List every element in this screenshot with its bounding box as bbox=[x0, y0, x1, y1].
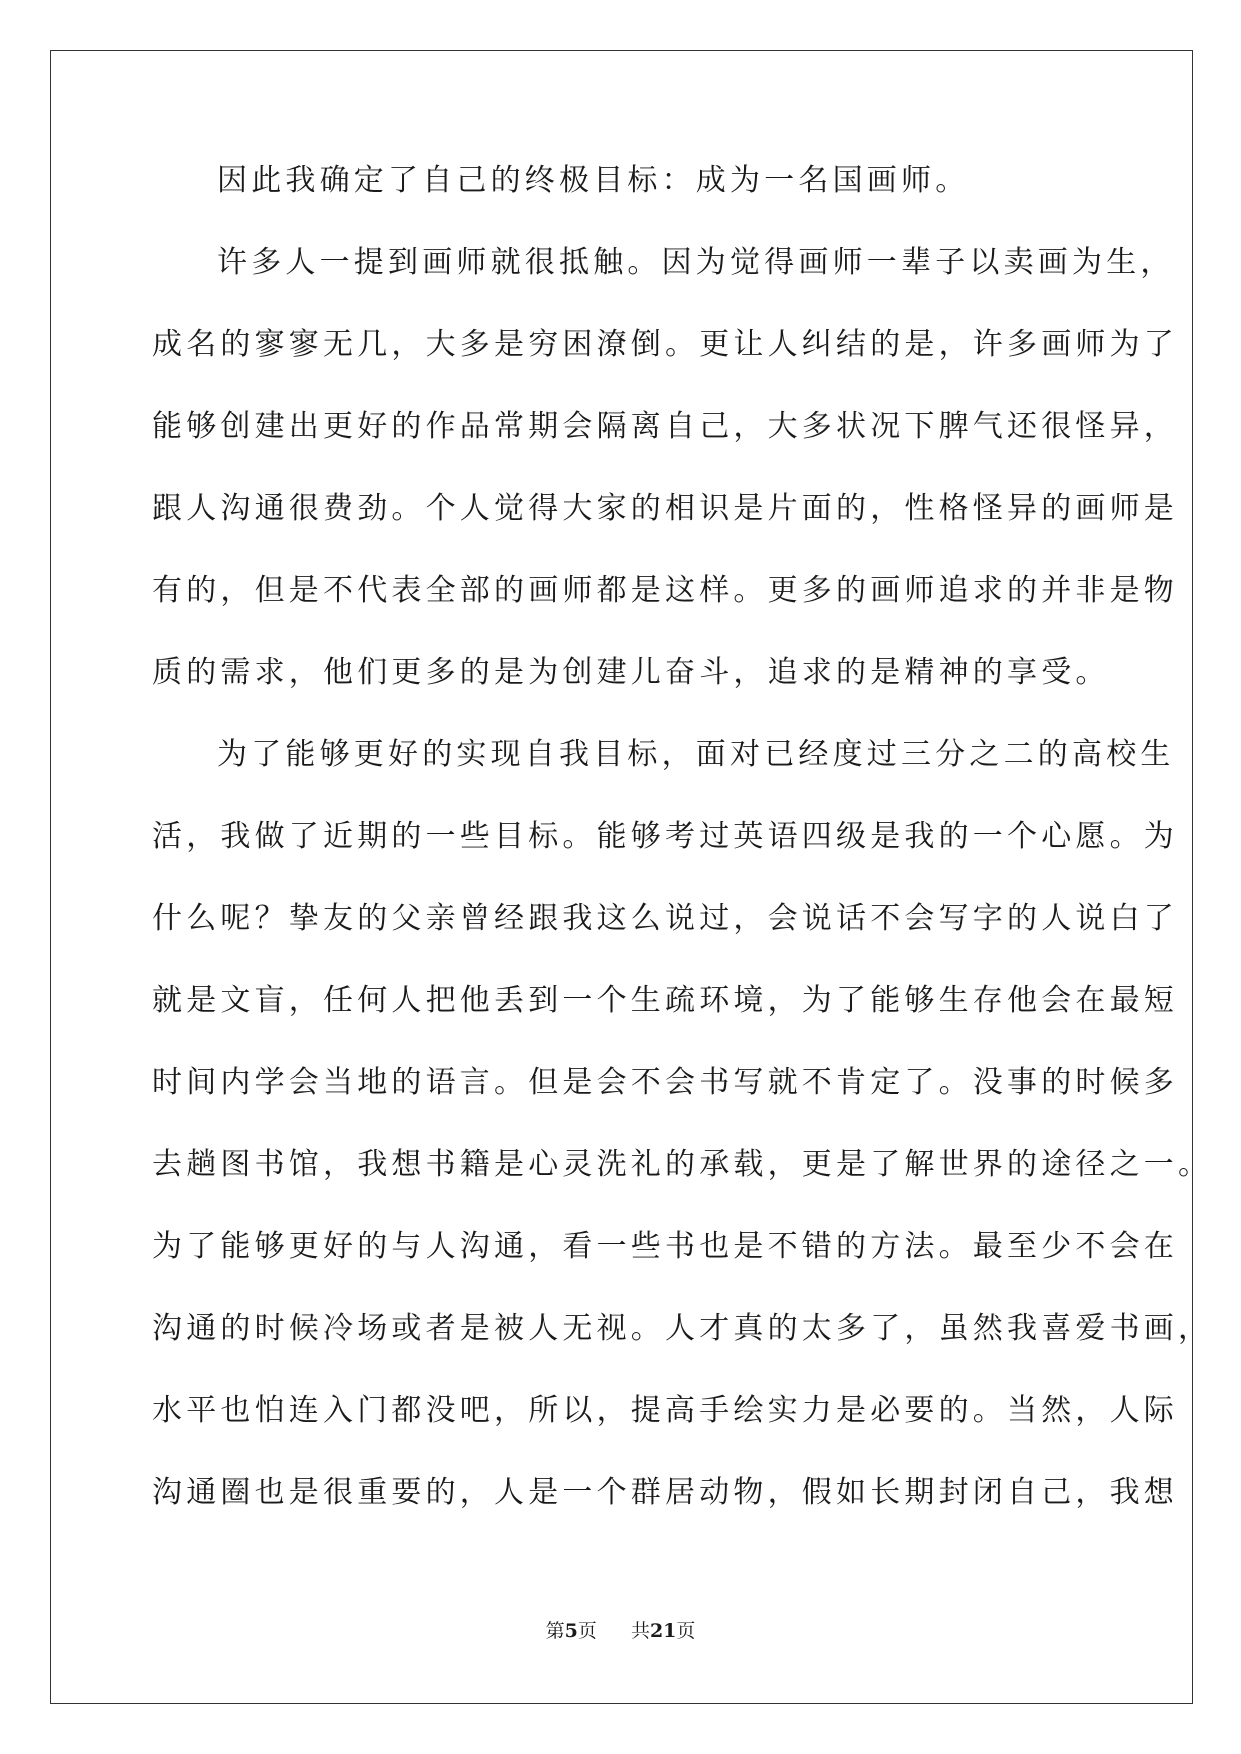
paragraph-line: 活，我做了近期的一些目标。能够考过英语四级是我的一个心愿。为 bbox=[152, 819, 1178, 854]
paragraph-line: 沟通的时候冷场或者是被人无视。人才真的太多了，虽然我喜爱书画， bbox=[152, 1311, 1213, 1346]
page-total: 共21页 bbox=[630, 1620, 696, 1642]
paragraph-line: 能够创建出更好的作品常期会隔离自己，大多状况下脾气还很怪异， bbox=[152, 409, 1178, 444]
paragraph-line: 什么呢？挚友的父亲曾经跟我这么说过，会说话不会写字的人说白了 bbox=[152, 901, 1178, 936]
paragraph-line: 跟人沟通很费劲。个人觉得大家的相识是片面的，性格怪异的画师是 bbox=[152, 491, 1178, 526]
paragraph-line: 去趟图书馆，我想书籍是心灵洗礼的承载，更是了解世界的途径之一。 bbox=[152, 1147, 1213, 1182]
page-number: 第5页 bbox=[545, 1620, 597, 1642]
paragraph-line: 为了能够更好的实现自我目标，面对已经度过三分之二的高校生 bbox=[217, 737, 1175, 772]
paragraph-line: 就是文盲，任何人把他丢到一个生疏环境，为了能够生存他会在最短 bbox=[152, 983, 1178, 1018]
paragraph-line: 有的，但是不代表全部的画师都是这样。更多的画师追求的并非是物 bbox=[152, 573, 1178, 608]
paragraph-line: 时间内学会当地的语言。但是会不会书写就不肯定了。没事的时候多 bbox=[152, 1065, 1178, 1100]
paragraph-line: 为了能够更好的与人沟通，看一些书也是不错的方法。最至少不会在 bbox=[152, 1229, 1178, 1264]
page-footer bbox=[0, 1616, 1241, 1643]
paragraph-line: 成名的寥寥无几，大多是穷困潦倒。更让人纠结的是，许多画师为了 bbox=[152, 327, 1178, 362]
paragraph-line: 质的需求，他们更多的是为创建儿奋斗，追求的是精神的享受。 bbox=[152, 655, 1110, 690]
document-body bbox=[152, 163, 1213, 1558]
paragraph-line: 许多人一提到画师就很抵触。因为觉得画师一辈子以卖画为生， bbox=[217, 245, 1175, 280]
paragraph-line: 因此我确定了自己的终极目标：成为一名国画师。 bbox=[217, 163, 970, 198]
paragraph-line: 沟通圈也是很重要的，人是一个群居动物，假如长期封闭自己，我想 bbox=[152, 1475, 1178, 1510]
paragraph-line: 水平也怕连入门都没吧，所以，提高手绘实力是必要的。当然，人际 bbox=[152, 1393, 1178, 1428]
